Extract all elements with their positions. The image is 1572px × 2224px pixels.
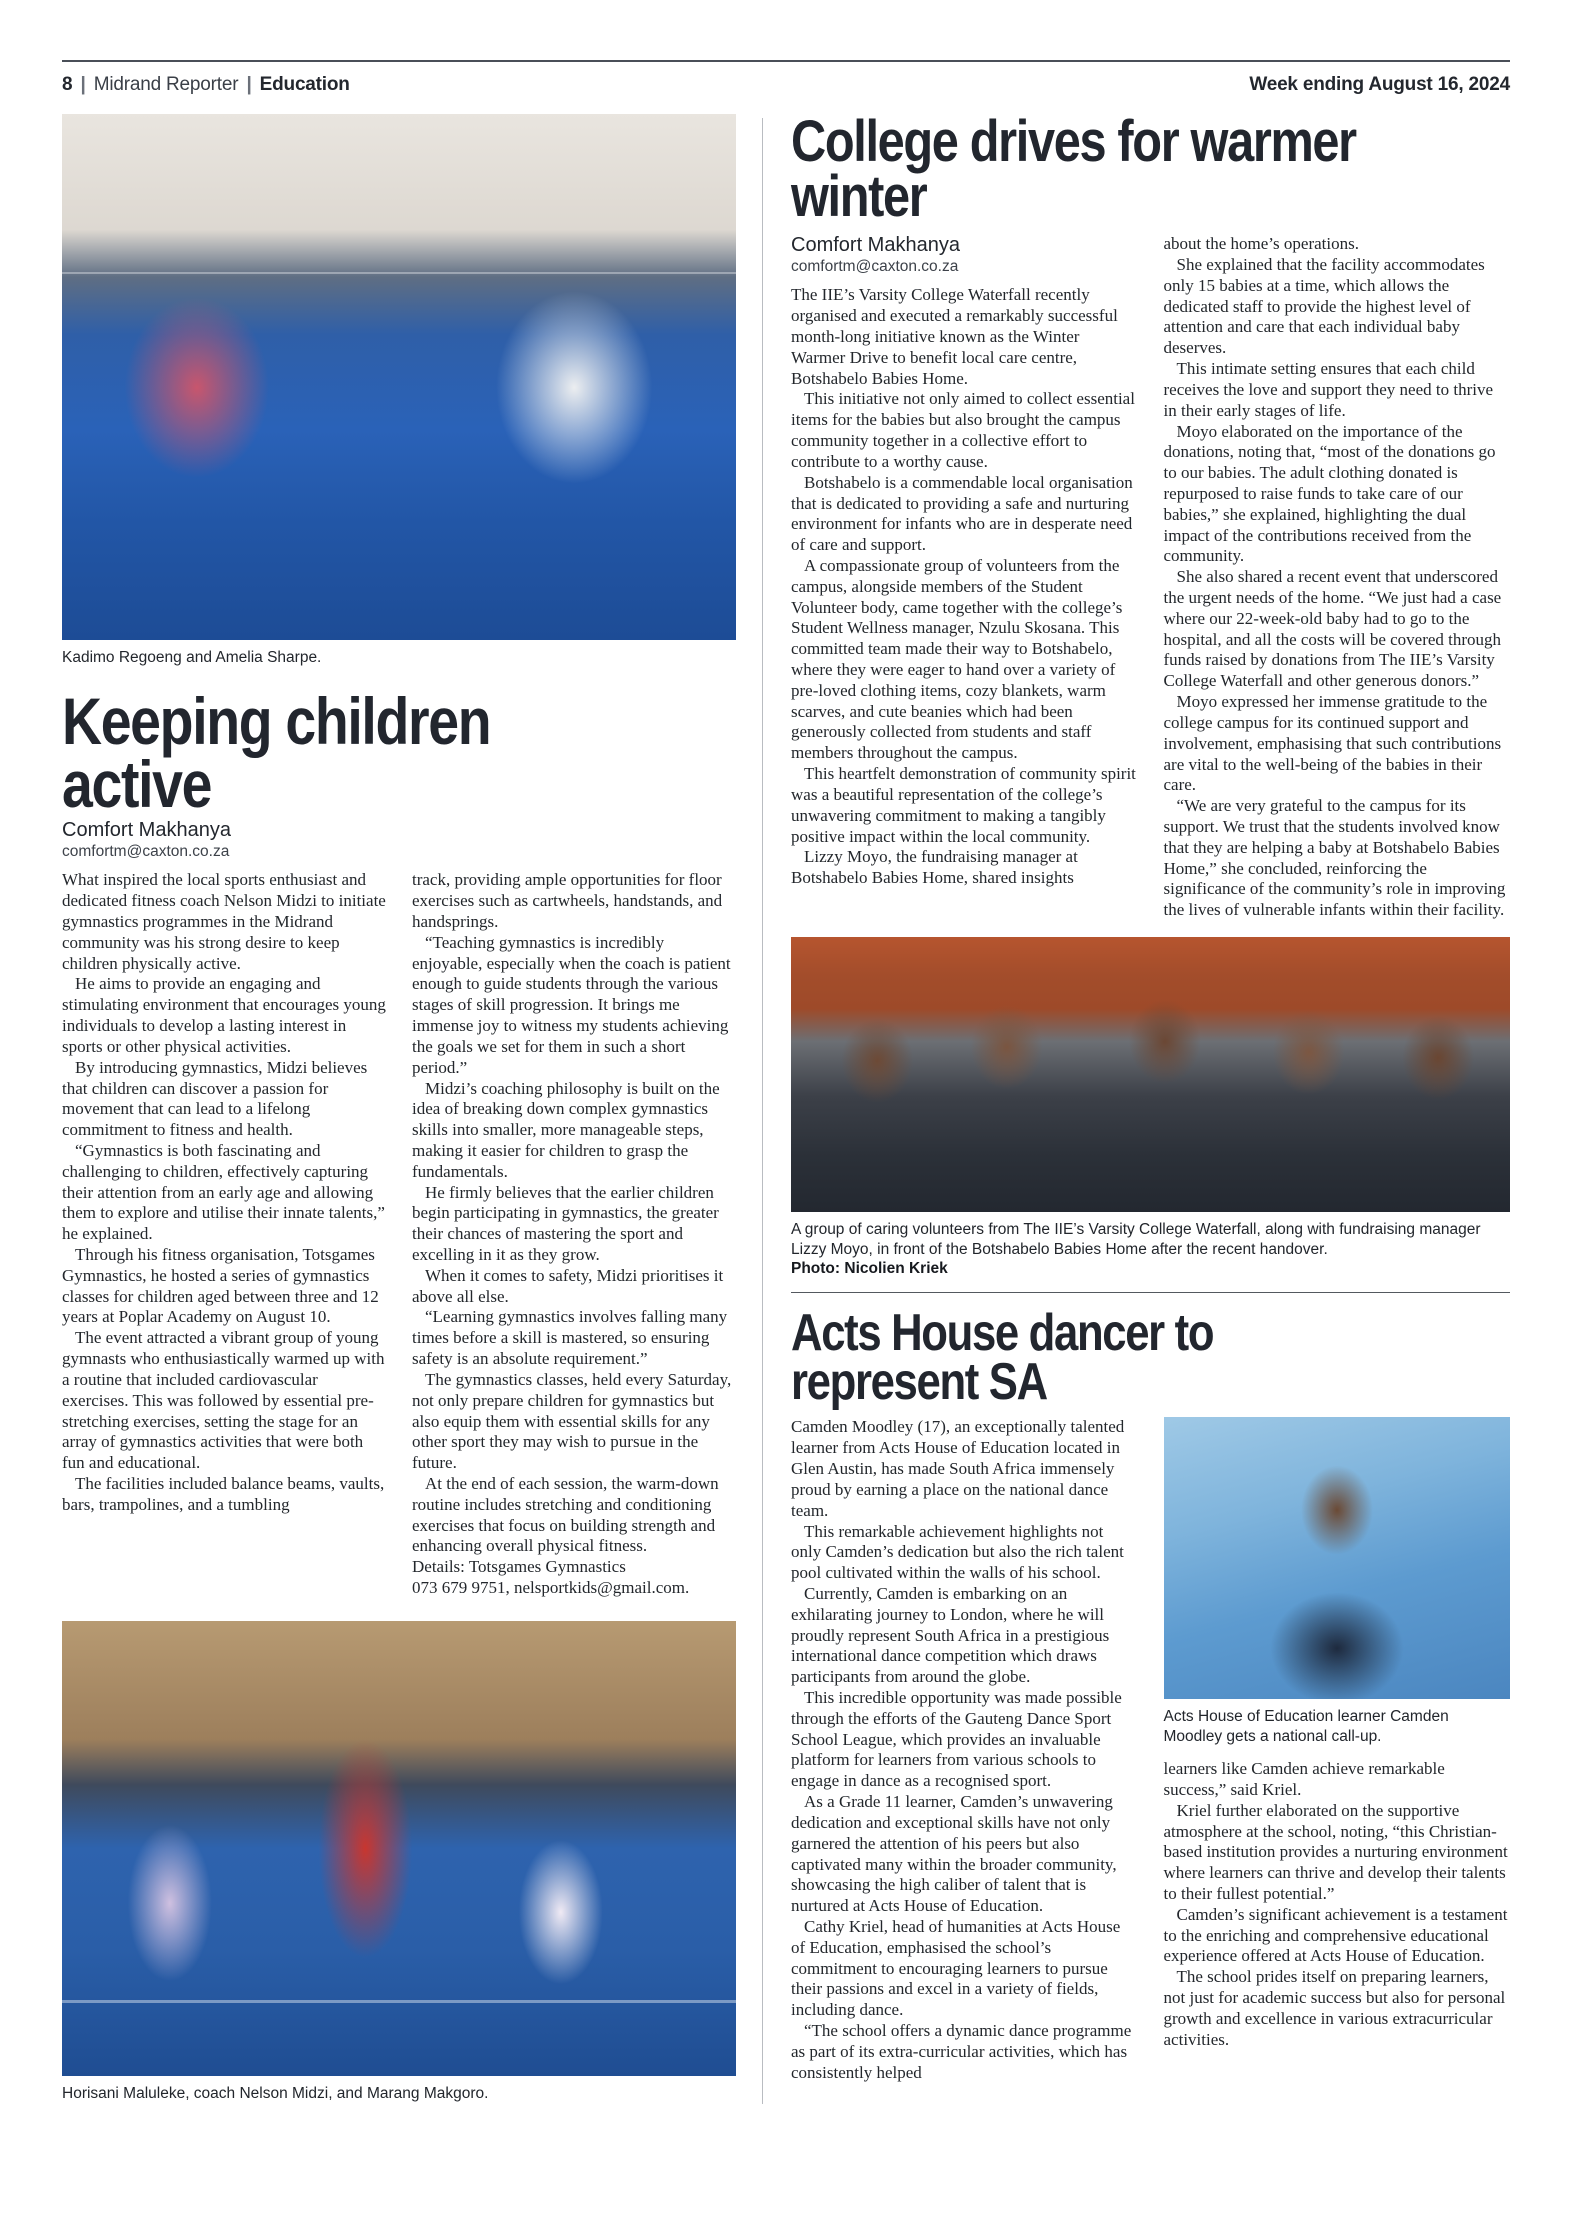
details-line-2: 073 679 9751, nelsportkids@gmail.com.: [412, 1578, 690, 1598]
details-line-1: Details: Totsgames Gymnastics: [412, 1557, 626, 1577]
paragraph: At the end of each session, the warm-down routine includes stretching and conditioning exercises that focus on building strength and enhancing overall physical fitness.: [412, 1473, 719, 1556]
college-headline: College drives for warmer winter: [791, 109, 1356, 230]
paragraph: Lizzy Moyo, the fundraising manager at Botshabelo Babies Home, shared insights: [791, 847, 1078, 888]
section-divider: [791, 1292, 1510, 1293]
byline-email[interactable]: comfortm@caxton.co.za: [62, 842, 230, 860]
college-col-1: [791, 234, 1138, 921]
gymnastics-top-photo: [62, 114, 736, 640]
issue-date: Week ending August 16, 2024: [1249, 73, 1510, 95]
paragraph: This intimate setting ensures that each child receives the love and support they need to thrive in their early stages of life.: [1163, 359, 1493, 420]
volunteers-photo-caption: A group of caring volunteers from The IIE’s Varsity College Waterfall, along with fundraising manager Lizzy Moyo, in front of the Botshabelo Babies Home after the recent handover.: [791, 1221, 1481, 1258]
paragraph: The event attracted a vibrant group of young gymnasts who enthusiastically warmed up with a routine that included cardiovascular exercises. This was followed by essential pre-stretching exercises, setting the stage for an array of gymnastics activities that were both fun and educational.: [62, 1328, 385, 1473]
paragraph: “Learning gymnastics involves falling many times before a skill is mastered, so ensuring safety is an absolute requirement.”: [412, 1307, 728, 1369]
right-pane: [763, 109, 1510, 2104]
volunteers-group-photo: [791, 937, 1510, 1212]
paragraph: “Teaching gymnastics is incredibly enjoyable, especially when the coach is patient enough to guide students through the various stages of skill progression. It brings me immense joy to witness my students achieving the goals we set for them in such a short period.”: [412, 932, 731, 1077]
paragraph: learners like Camden achieve remarkable success,” said Kriel.: [1163, 1759, 1445, 1799]
gymnastics-bottom-photo: [62, 1621, 736, 2076]
paragraph: As a Grade 11 learner, Camden’s unwavering dedication and exceptional skills have not only garnered the attention of his peers but also captivated many within the broader community, showcasing the high caliber of talent that is nurtured at Acts House of Education.: [791, 1792, 1117, 1916]
masthead-left: [62, 74, 350, 96]
paragraph: The facilities included balance beams, vaults, bars, trampolines, and a tumbling: [62, 1473, 385, 1514]
page-content: [62, 109, 1510, 2104]
main-col-2: [412, 870, 736, 1598]
paragraph: This initiative not only aimed to collect essential items for the babies but also brought the campus community together in a collective effort to contribute to a worthy cause.: [791, 389, 1135, 471]
masthead-separator-1: |: [80, 73, 86, 95]
paragraph: “We are very grateful to the campus for its support. We trust that the students involved know that they are helping a baby at Botshabelo Babies Home,” she concluded, reinforcing the significance of the community’s role in improving the lives of vulnerable infants within their facility.: [1163, 796, 1506, 920]
paragraph: Midzi’s coaching philosophy is built on the idea of breaking down complex gymnastics skills into smaller, more manageable steps, making it easier for children to grasp the fundamentals.: [412, 1078, 720, 1181]
paragraph: By introducing gymnastics, Midzi believes that children can discover a passion for movement that can lead to a lifelong commitment to fitness and health.: [62, 1057, 368, 1140]
masthead-separator-2: |: [246, 73, 252, 95]
main-byline: [62, 819, 736, 861]
paragraph: This incredible opportunity was made possible through the efforts of the Gauteng Dance Sport School League, which provides an invaluable platform for learners from various schools to engage in dance as a recognised sport.: [791, 1688, 1122, 1791]
photo-image-volunteer-group: [791, 937, 1510, 1212]
bottom-photo-caption: Horisani Maluleke, coach Nelson Midzi, and Marang Makgoro.: [62, 2084, 489, 2102]
dancer-portrait-photo: [1164, 1417, 1511, 1699]
paragraph: What inspired the local sports enthusiast and dedicated fitness coach Nelson Midzi to initiate gymnastics programmes in the Midrand community was his strong desire to keep children physically active.: [62, 870, 386, 973]
paragraph: The IIE’s Varsity College Waterfall recently organised and executed a remarkably successful month-long initiative known as the Winter Warmer Drive to benefit local care centre, Botshabelo Babies Home.: [791, 285, 1118, 388]
left-pane: [62, 114, 762, 2104]
paragraph: A compassionate group of volunteers from the campus, alongside members of the Student Volunteer body, came together with the college’s Student Wellness manager, Nzulu Skosana. This committed team made their way to Botshabelo, where they were eager to hand over a variety of pre-loved clothing items, cozy blankets, warm scarves, and cute beanies which had been generously collected from students and staff members throughout the campus.: [791, 555, 1123, 763]
paragraph: Moyo expressed her immense gratitude to the college campus for its continued support and involvement, emphasising that such contributions are vital to the well-being of the babies in their care.: [1163, 692, 1502, 795]
paragraph: Currently, Camden is embarking on an exhilarating journey to London, where he will proudly represent South Africa in a prestigious international dance competition which draws participants from around the globe.: [791, 1583, 1110, 1687]
page-number: 8: [62, 73, 73, 95]
paragraph: This remarkable achievement highlights not only Camden’s dedication but also the rich talent pool cultivated within the walls of his school.: [791, 1521, 1124, 1583]
dancer-headline: Acts House dancer to represent SA: [791, 1303, 1214, 1412]
college-article-columns: [791, 234, 1510, 921]
byline-author: Comfort Makhanya: [62, 819, 231, 842]
paragraph: She explained that the facility accommodates only 15 babies at a time, which allows the dedicated staff to provide the highest level of attention and care that each individual baby deserves.: [1163, 255, 1485, 358]
paragraph: He firmly believes that the earlier children begin participating in gymnastics, the greater their chances of mastering the sport and excelling in it as they grow.: [412, 1182, 719, 1265]
paragraph: This heartfelt demonstration of community spirit was a beautiful representation of the college’s unwavering commitment to making a tangibly positive impact within the local community.: [791, 764, 1136, 846]
paragraph: “The school offers a dynamic dance programme as part of its extra-curricular activities, which has consistently helped: [791, 2021, 1132, 2082]
paragraph: about the home’s operations.: [1163, 234, 1359, 254]
paragraph: track, providing ample opportunities for floor exercises such as cartwheels, handstands, and handsprings.: [412, 870, 723, 932]
volunteers-photo-credit: Photo: Nicolien Kriek: [791, 1259, 948, 1277]
paragraph: He aims to provide an engaging and stimulating environment that encourages young individuals to develop a lasting interest in sports or other physical activities.: [62, 974, 386, 1056]
page-masthead: [62, 60, 1510, 102]
paragraph: “Gymnastics is both fascinating and challenging to children, effectively capturing their attention from an early age and allowing them to explore and utilise their innate talents,” he explained.: [62, 1140, 385, 1244]
main-headline: Keeping children active: [62, 683, 491, 821]
college-col-2: [1164, 234, 1511, 921]
section-name: Education: [259, 73, 350, 95]
dancer-article-columns: [791, 1417, 1510, 2083]
paragraph: Camden’s significant achievement is a testament to the enriching and comprehensive educational experience offered at Acts House of Education.: [1163, 1904, 1508, 1966]
dancer-col-1: [791, 1417, 1138, 2083]
dancer-photo-caption: Acts House of Education learner Camden Moodley gets a national call-up.: [1163, 1708, 1449, 1746]
paragraph: The gymnastics classes, held every Saturday, not only prepare children for gymnastics but also equip them with essential skills for any other sport they may wish to pursue in the future.: [412, 1369, 732, 1473]
paragraph: Camden Moodley (17), an exceptionally talented learner from Acts House of Education located in Glen Austin, has made South Africa immensely proud by earning a place on the national dance team.: [791, 1417, 1125, 1520]
dancer-col-2: [1164, 1417, 1511, 2083]
college-byline: [791, 234, 1138, 276]
paragraph: The school prides itself on preparing learners, not just for academic success but also for personal growth and excellence in various extracurricular activities.: [1163, 1967, 1506, 2049]
main-col-1: [62, 870, 386, 1598]
photo-image-gymnasts-pair: [62, 114, 736, 640]
paragraph: Moyo elaborated on the importance of the donations, noting that, “most of the donations go to our babies. The adult clothing donated is repurposed to raise funds to take care of our babies,” she explained, highlighting the dual impact of the contributions received from the community.: [1163, 421, 1496, 566]
publication-name: Midrand Reporter: [93, 73, 239, 95]
photo-image-camden-moodley: [1164, 1417, 1511, 1699]
paragraph: She also shared a recent event that underscored the urgent needs of the home. “We just had a case where our 22-week-old baby had to go to the hospital, and all the costs will be covered through funds raised by donations from The IIE’s Varsity College Waterfall and other generous donors.”: [1163, 567, 1502, 691]
byline-email[interactable]: comfortm@caxton.co.za: [791, 257, 959, 275]
main-article-columns: [62, 870, 736, 1598]
paragraph: Kriel further elaborated on the supportive atmosphere at the school, noting, “this Christian-based institution provides a nurturing environment where learners can thrive and develop their talents to their fullest potential.”: [1163, 1800, 1508, 1903]
byline-author: Comfort Makhanya: [791, 234, 960, 257]
paragraph: When it comes to safety, Midzi prioritises it above all else.: [412, 1265, 724, 1306]
paragraph: Botshabelo is a commendable local organisation that is dedicated to providing a safe and nurturing environment for infants who are in desperate need of care and support.: [791, 472, 1133, 555]
paragraph: Cathy Kriel, head of humanities at Acts House of Education, emphasised the school’s commitment to encouraging learners to pursue their passions and excel in a variety of fields, including dance.: [791, 1916, 1121, 2020]
top-photo-caption: Kadimo Regoeng and Amelia Sharpe.: [62, 649, 322, 666]
paragraph: Through his fitness organisation, Totsgames Gymnastics, he hosted a series of gymnastics classes for children aged between three and 12 years at Poplar Academy on August 10.: [62, 1245, 379, 1327]
photo-image-coach-and-gymnasts: [62, 1621, 736, 2076]
